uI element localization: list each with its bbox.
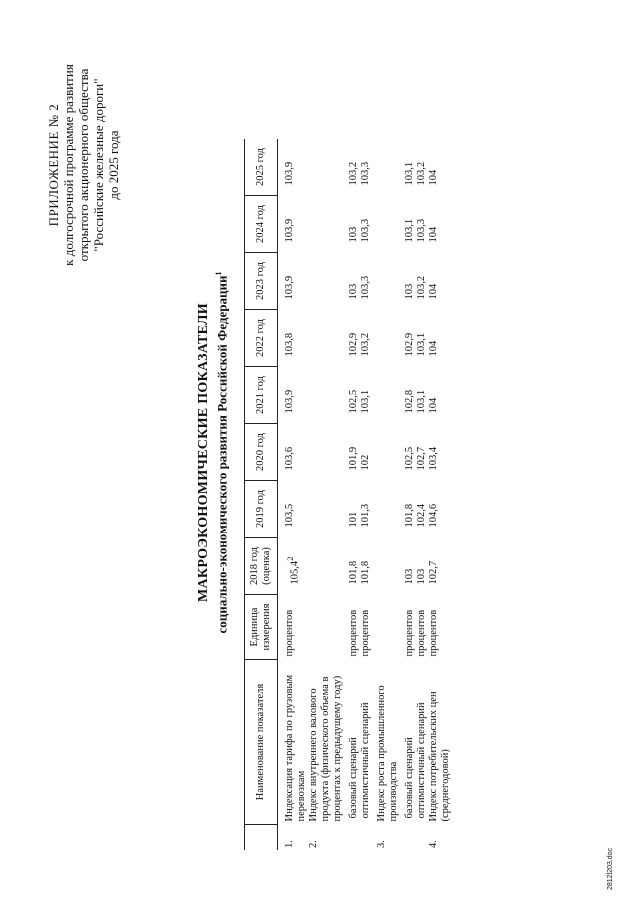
cell-2024: 103,9 [284, 218, 295, 243]
cell-2023: 103,9 [284, 275, 295, 300]
cell-2018: 103 [404, 568, 415, 585]
cell-2019: 101,3 [360, 503, 371, 528]
row-unit [376, 595, 400, 660]
cell-2025: 103,9 [284, 161, 295, 186]
cell-2023 [308, 253, 344, 310]
cell-2025: 104 [428, 169, 439, 186]
row-unit [308, 595, 344, 660]
row-unit: процентов [284, 609, 295, 657]
cell-2018: 101,8 [348, 560, 359, 585]
cell-2019: 104,6 [428, 503, 439, 528]
appendix-line: до 2025 года [106, 130, 121, 200]
header-unit: Единица измерения [245, 595, 278, 660]
row-unit: процентов [428, 609, 439, 657]
cell-2022: 102,9 [404, 332, 415, 357]
row-indicator-name: базовый сценарий [404, 737, 415, 819]
indicators-table [244, 139, 452, 850]
cell-2021: 102,8 [404, 389, 415, 414]
row-number [404, 825, 416, 851]
cell-2018: 101,8 [360, 560, 371, 585]
header-2020: 2020 год [245, 424, 278, 481]
subtitle-footnote-mark: 1 [214, 271, 223, 276]
cell-2024: 103,1 [404, 218, 415, 243]
header-2023: 2023 год [245, 253, 278, 310]
cell-2020: 102,7 [416, 446, 427, 471]
cell-2025 [308, 139, 344, 196]
cell-2022 [376, 310, 400, 367]
table-row [348, 139, 360, 850]
cell-2022: 104 [428, 340, 439, 357]
cell-value: 105,4 [289, 560, 301, 585]
cell-2025: 103,1 [404, 161, 415, 186]
header-2018: 2018 год (оценка) [245, 538, 278, 595]
cell-2024: 104 [428, 226, 439, 243]
row-number: 3. [376, 840, 387, 848]
cell-2019 [376, 481, 400, 538]
cell-2020: 101,9 [348, 446, 359, 471]
cell-2019: 101 [348, 511, 359, 528]
row-number: 4. [428, 840, 439, 848]
appendix-line: "Российские железные дороги" [91, 78, 106, 252]
cell-2020: 102 [360, 454, 371, 471]
cell-2023: 103,3 [360, 275, 371, 300]
table-row [360, 139, 372, 850]
cell-2021: 103,9 [284, 389, 295, 414]
header-2021: 2021 год [245, 367, 278, 424]
cell-2025: 103,2 [348, 161, 359, 186]
cell-2022: 103,8 [284, 332, 295, 357]
header-2019: 2019 год [245, 481, 278, 538]
document-subtitle [214, 0, 230, 905]
cell-2023: 104 [428, 283, 439, 300]
cell-2020: 103,4 [428, 446, 439, 471]
appendix-line: открытого акционерного общества [76, 68, 91, 262]
document-file-code: 2812l203.doc [607, 847, 614, 890]
cell-2025: 103,3 [360, 161, 371, 186]
cell-2023: 103 [348, 283, 359, 300]
header-indicator-name: Наименование показателя [245, 660, 278, 825]
cell-2021: 104 [428, 397, 439, 414]
cell-2022: 103,2 [360, 332, 371, 357]
row-indicator-name: Индекс роста промышленного производства [376, 685, 399, 822]
cell-2022: 102,9 [348, 332, 359, 357]
cell-2022: 103,1 [416, 332, 427, 357]
cell-2018: 102,7 [428, 560, 439, 585]
header-2025: 2025 год [245, 139, 278, 196]
header-2022: 2022 год [245, 310, 278, 367]
cell-2019: 103,5 [284, 503, 295, 528]
cell-2021 [376, 367, 400, 424]
row-indicator-name: базовый сценарий [348, 737, 359, 819]
table-header-row [245, 139, 278, 850]
cell-2018 [376, 538, 400, 595]
cell-2024: 103,3 [360, 218, 371, 243]
row-number [360, 825, 372, 851]
table-row [428, 139, 452, 850]
row-number [348, 825, 360, 851]
cell-2025 [376, 139, 400, 196]
row-unit: процентов [416, 609, 427, 657]
table-row [416, 139, 428, 850]
row-indicator-name: оптимистичный сценарий [360, 702, 371, 819]
appendix-line: к долгосрочной программе развития [61, 64, 76, 266]
cell-2019 [308, 481, 344, 538]
cell-2023 [376, 253, 400, 310]
row-number: 1. [284, 840, 295, 848]
cell-2024 [376, 196, 400, 253]
cell-2023: 103 [404, 283, 415, 300]
row-unit: процентов [404, 609, 415, 657]
cell-2019: 101,8 [404, 503, 415, 528]
cell-footnote-mark: 2 [285, 556, 295, 561]
cell-2020 [376, 424, 400, 481]
row-indicator-name: Индекс внутреннего валового продукта (физического объема в процентах к предыдущему году) [308, 675, 343, 822]
cell-2021: 102,5 [348, 389, 359, 414]
table-row [404, 139, 416, 850]
header-number [245, 825, 278, 851]
row-unit: процентов [348, 609, 359, 657]
table-row [376, 139, 400, 850]
cell-2025: 103,2 [416, 161, 427, 186]
cell-2021 [308, 367, 344, 424]
table-row [308, 139, 344, 850]
row-indicator-name: Индексация тарифа по грузовым перевозкам [284, 674, 307, 822]
cell-2018 [308, 538, 344, 595]
cell-2020 [308, 424, 344, 481]
row-number: 2. [308, 840, 319, 848]
row-indicator-name: оптимистичный сценарий [416, 702, 427, 819]
cell-2024: 103,3 [416, 218, 427, 243]
cell-2020: 103,6 [284, 446, 295, 471]
appendix-title: ПРИЛОЖЕНИЕ № 2 [46, 103, 61, 227]
cell-2020: 102,5 [404, 446, 415, 471]
cell-2024 [308, 196, 344, 253]
header-2024: 2024 год [245, 196, 278, 253]
document-title: МАКРОЭКОНОМИЧЕСКИЕ ПОКАЗАТЕЛИ [196, 303, 211, 602]
cell-2019: 102,4 [416, 503, 427, 528]
row-number [416, 825, 428, 851]
cell-2023: 103,2 [416, 275, 427, 300]
appendix-block [46, 25, 121, 305]
row-unit: процентов [360, 609, 371, 657]
subtitle-text: социально-экономического развития Российской Федерации [214, 275, 230, 634]
cell-2021: 103,1 [360, 389, 371, 414]
cell-2022 [308, 310, 344, 367]
cell-2024: 103 [348, 226, 359, 243]
cell-2018 [278, 538, 309, 595]
cell-2021: 103,1 [416, 389, 427, 414]
row-indicator-name: Индекс потребительских цен (среднегодовой) [428, 691, 451, 822]
table-row [278, 139, 309, 850]
cell-2018: 103 [416, 568, 427, 585]
